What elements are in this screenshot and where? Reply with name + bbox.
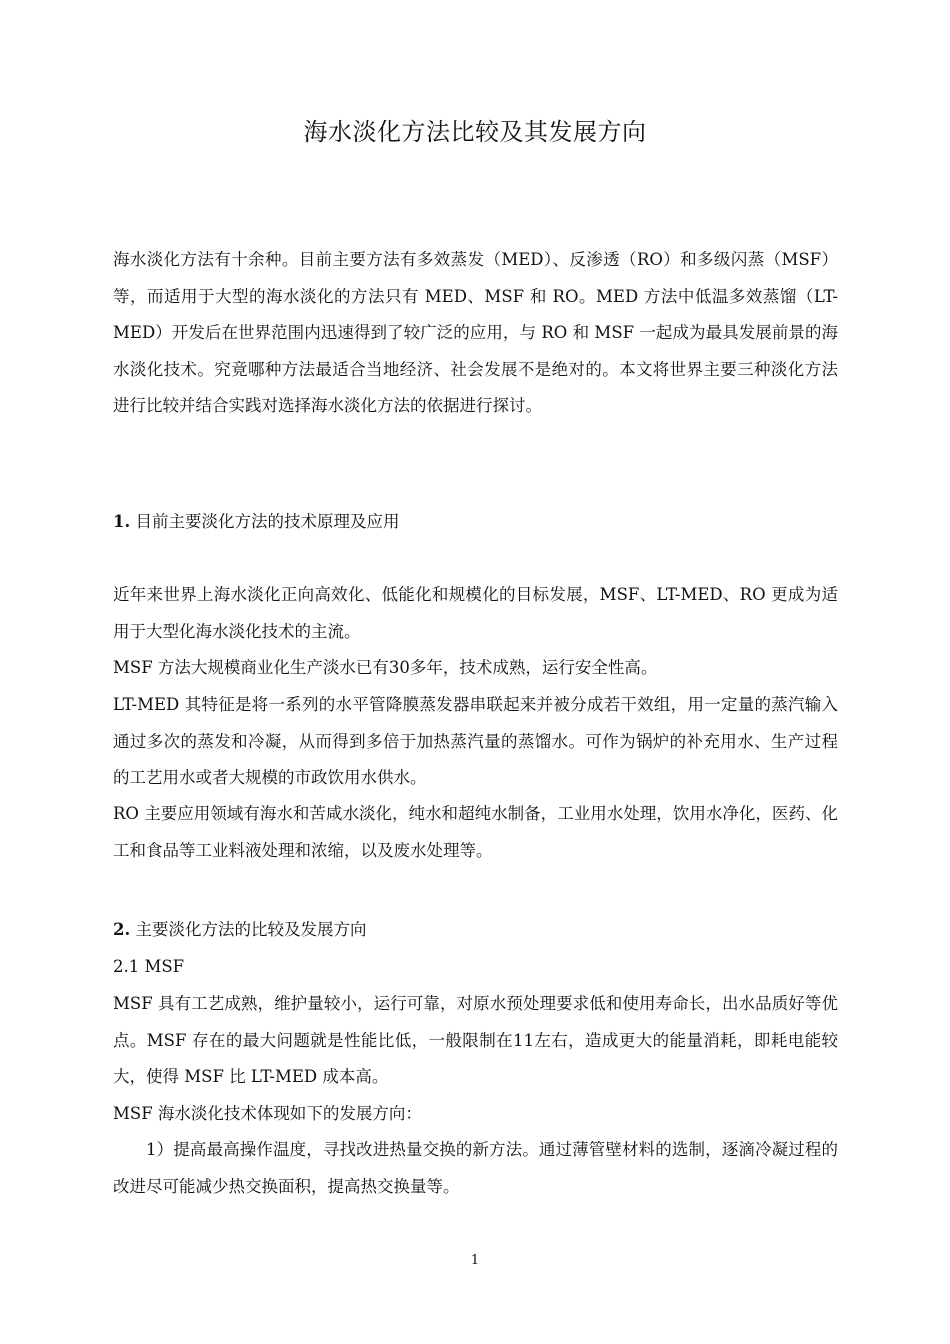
section-2-title: 主要淡化方法的比较及发展方向 [135,920,367,939]
section-2-paragraph-1: MSF 具有工艺成熟，维护量较小，运行可靠，对原水预处理要求低和使用寿命长，出水品质好等优点。MSF 存在的最大问题就是性能比低，一般限制在11左右，造成更大的能量消耗，即耗电能较大，使得 MSF 比 LT-MED 成本高。 [113,994,838,1086]
section-2-heading [113,912,838,949]
page-number: 1 [470,1253,480,1268]
section-1-paragraph-1: 近年来世界上海水淡化正向高效化、低能化和规模化的目标发展，MSF、LT-MED、RO 更成为适用于大型化海水淡化技术的主流。 [113,585,838,641]
section-2-paragraph-2: MSF 海水淡化技术体现如下的发展方向： [113,1104,422,1123]
section-1-title: 目前主要淡化方法的技术原理及应用 [135,512,400,531]
section-2-paragraph-3: 1）提高最高操作温度，寻找改进热量交换的新方法。通过薄管壁材料的选制，逐滴冷凝过程的改进尽可能减少热交换面积，提高热交换量等。 [113,1140,838,1196]
intro-paragraph: 海水淡化方法有十余种。目前主要方法有多效蒸发（MED）、反渗透（RO）和多级闪蒸（MSF）等，而适用于大型的海水淡化的方法只有 MED、MSF 和 RO。MED 方法中低温多效蒸馏（LT-MED）开发后在世界范围内迅速得到了较广泛的应用，与 RO 和 MSF 一起成为最具发展前景的海水淡化技术。究竟哪种方法最适合当地经济、社会发展不是绝对的。本文将世界主要三种淡化方法进行比较并结合实践对选择海水淡化方法的依据进行探讨。 [113,250,838,415]
section-1-heading [113,504,838,541]
section-1-paragraph-2: MSF 方法大规模商业化生产淡水已有30多年，技术成熟，运行安全性高。 [113,658,658,677]
document-title: 海水淡化方法比较及其发展方向 [303,118,647,146]
section-1-paragraph-4: RO 主要应用领域有海水和苦咸水淡化，纯水和超纯水制备，工业用水处理，饮用水净化，医药、化工和食品等工业料液处理和浓缩，以及废水处理等。 [113,804,838,860]
subsection-2-1-heading: 2.1 MSF [113,957,185,976]
section-1-number: 1. [113,512,131,531]
section-2-number: 2. [113,920,131,939]
section-1-paragraph-3: LT-MED 其特征是将一系列的水平管降膜蒸发器串联起来并被分成若干效组，用一定量的蒸汽输入通过多次的蒸发和冷凝，从而得到多倍于加热蒸汽量的蒸馏水。可作为锅炉的补充用水、生产过程的工艺用水或者大规模的市政饮用水供水。 [113,695,838,787]
